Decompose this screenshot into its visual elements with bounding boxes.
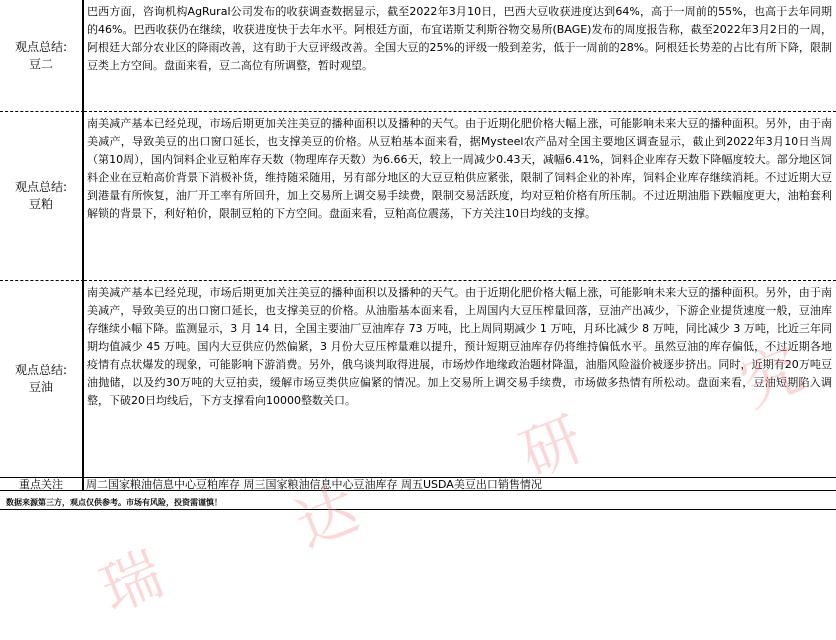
label-line1: 观点总结:: [14, 39, 68, 54]
focus-text: 周二国家粮油信息中心豆粕库存 周三国家粮油信息中心豆油库存 周五USDA美豆出口销售情况: [84, 477, 836, 491]
focus-label: 重点关注: [0, 477, 84, 491]
section-text-soybean2: 巴西方面，咨询机构AgRural公司发布的收获调查数据显示，截至2022年3月10日，巴西大豆收获进度达到64%，高于一周前的55%，也高于去年同期的46%。巴西收获仍在继续，收获进度快于去年水平。阿根廷方面，布宜诺斯艾利斯谷物交易所(BAGE)发布的周度报告称，截至2022年3月2日的一周，阿根廷大部分农业区的降雨改善，这有助于大豆评级改善。全国大豆的25%的评级一般到差劣，低于一周前的28%。阿根廷长势差的占比有所下降，限制豆类上方空间。盘面来看，豆二高位有所调整，暂时观望。: [84, 0, 836, 112]
label-line2: 豆油: [28, 380, 53, 394]
watermark-char: 研: [510, 403, 593, 492]
disclaimer: 数据来源第三方，观点仅供参考。市场有风险，投资需谨慎！: [6, 498, 222, 507]
section-text-soyoil: 南美减产基本已经兑现，市场后期更加关注美豆的播种面积以及播种的天气。由于近期化肥价格大幅上涨，可能影响未来大豆的播种面积。另外，由于南美减产，导致美豆的出口窗口延长，也支撑美豆的价格。从油脂基本面来看，上周国内大豆压榨量回落，豆油产出减少，下游企业提货速度一般，豆油库存继续小幅下降。监测显示，3 月 14 日，全国主要油厂豆油库存 73 万吨，比上周同期减少 1 万吨，月环比减少 8 万吨，同比减少 3 万吨，比近三年同期均值减少 45 万吨。国内大豆供应仍然偏紧，3 月份大豆压榨量难以提升，预计短期豆油库存仍将维持偏低水平。虽然豆油的库存偏低，不过近期各地疫情有点状爆发的现象，可能影响下游消费。另外，俄乌谈判取得进展，市场炒作地缘政治题材降温，油脂风险溢价被逐步挤出。同时，近期有20万吨豆油抛储，以及约30万吨的大豆拍卖，缓解市场豆类供应偏紧的情况。加上交易所上调交易手续费，市场做多热情有所松动。盘面来看，豆油短期陷入调整，下破20日均线后，下方支撑看向10000整数关口。: [87, 286, 832, 407]
watermark-char: 瑞: [90, 538, 173, 627]
section-label-soybean2: [0, 0, 84, 112]
section-label-soyoil: [0, 281, 84, 477]
label-line1: 观点总结:: [14, 180, 68, 194]
section-label-soymeal: [0, 112, 84, 281]
label-line2: 豆粕: [28, 197, 53, 211]
bottom-divider: [0, 509, 836, 510]
section-text-soymeal: 南美减产基本已经兑现，市场后期更加关注美豆的播种面积以及播种的天气。由于近期化肥价格大幅上涨，可能影响未来大豆的播种面积。另外，由于南美减产，导致美豆的出口窗口延长，也支撑美豆的价格。从豆粕基本面来看，据Mysteel农产品对全国主要地区调查显示，截止到2022年3月10日当周（第10周），国内饲料企业豆粕库存天数（物理库存天数）为6.66天，较上一周减少0.43天，减幅6.41%，饲料企业库存天数下降幅度较大。部分地区饲料企业在豆粕高价背景下消极补货，维持随采随用，另有部分地区的大豆豆粕供应紧张，限制了饲料企业的补库，饲料企业库存继续消耗。不过近期大豆到港量有所恢复，油厂开工率有所回升，加上交易所上调交易手续费，限制交易活跃度，均对豆粕价格有所压制。不过近期油脂下跌幅度更大，油粕套利解锁的背景下，利好粕价，限制豆粕的下方空间。盘面来看，豆粕高位震荡，下方关注10日均线的支撑。: [84, 112, 836, 281]
watermark-char: 达: [285, 473, 368, 562]
label-line1: 观点总结:: [14, 363, 68, 377]
watermark-char: 究: [730, 333, 813, 422]
label-line2: 豆二: [28, 56, 53, 71]
